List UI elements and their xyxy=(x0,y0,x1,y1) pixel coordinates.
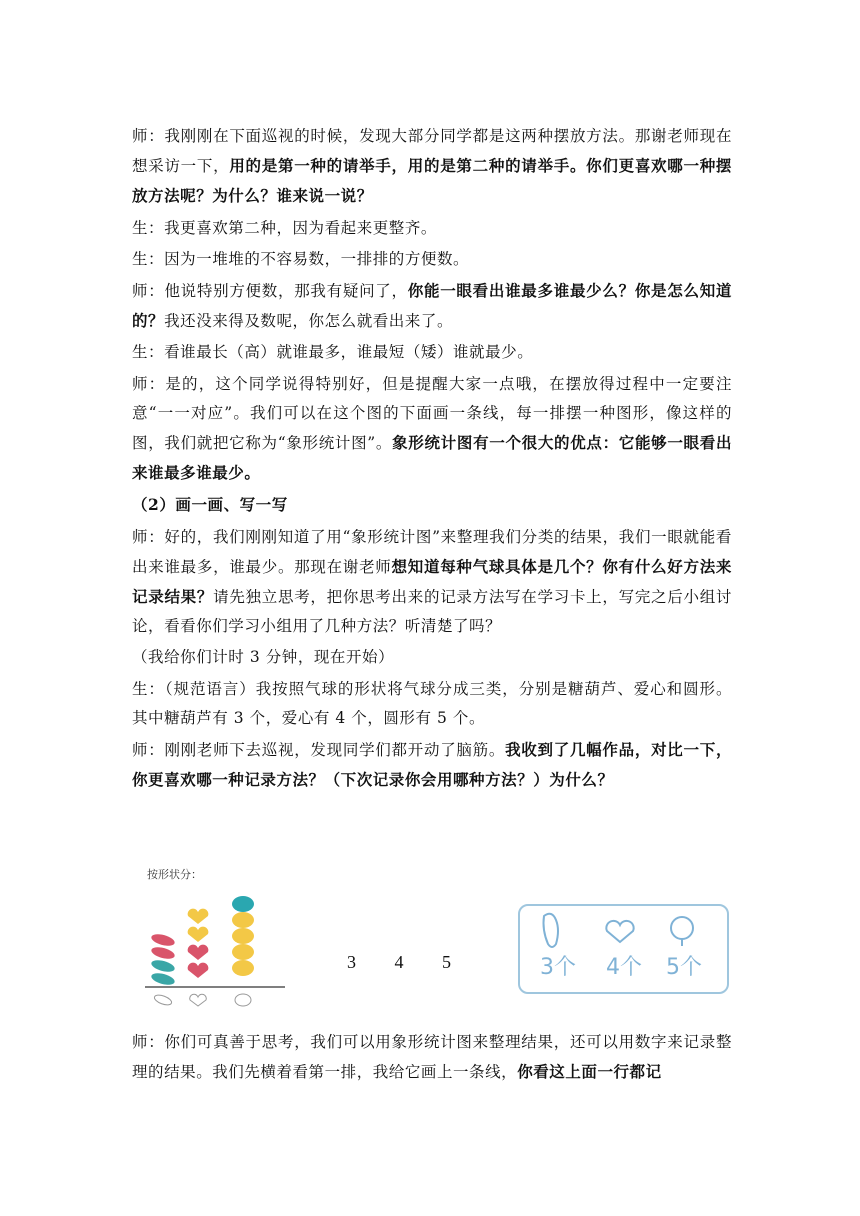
hand-label-candied-haw: 3个 xyxy=(540,955,576,980)
number-record xyxy=(347,952,485,973)
text: 师：刚刚老师下去巡视，发现同学们都开动了脑筋。 xyxy=(132,741,506,760)
bold-text: 你看这上面一行都记 xyxy=(517,1062,662,1082)
document-body xyxy=(132,122,732,797)
bold-text: （2）画一画、写一写 xyxy=(132,495,288,515)
text: 我还没来得及数呢，你怎么就看出来了。 xyxy=(164,312,454,331)
text: 生：我更喜欢第二种，因为看起来更整齐。 xyxy=(132,218,437,237)
body-paragraph xyxy=(132,643,732,672)
body-paragraph xyxy=(132,735,732,795)
number-candied-haw: 3 xyxy=(347,952,356,972)
text: 生：因为一堆堆的不容易数，一排排的方便数。 xyxy=(132,249,470,268)
pictograph-image xyxy=(135,860,295,1010)
candied-haw-column-icon xyxy=(150,932,176,987)
bold-text: 你能一眼看出谁最多谁最少么？你是怎么知道的？ xyxy=(132,281,732,331)
text: 请先独立思考，把你思考出来的记录方法写在学习卡上，写完之后小组讨论，看看你们学习小组用了几种方法？听清楚了吗？ xyxy=(132,588,732,636)
body-paragraph xyxy=(132,214,732,243)
text: 师：是的，这个同学说得特别好，但是提醒大家一点哦，在摆放得过程中一定要注意“一一对应”。我们可以在这个图的下面画一条线，每一排摆一种图形，像这样的图，我们就把它称为“象形统计图”。 xyxy=(132,374,732,453)
text: 生：（规范语言）我按照气球的形状将气球分成三类，分别是糖葫芦、爱心和圆形。其中糖葫芦有 3 个，爱心有 4 个，圆形有 5 个。 xyxy=(132,679,732,727)
document-body-continued xyxy=(132,1028,732,1089)
hand-label-heart: 4个 xyxy=(606,955,642,980)
body-paragraph xyxy=(132,370,732,489)
body-paragraph xyxy=(132,122,732,212)
text: 师：他说特别方便数，那我有疑问了， xyxy=(132,282,408,301)
body-paragraph xyxy=(132,523,732,642)
body-paragraph xyxy=(132,245,732,274)
body-paragraph xyxy=(132,338,732,367)
text: （我给你们计时 3 分钟，现在开始） xyxy=(132,648,395,667)
heart-column-icon xyxy=(188,909,209,978)
pictograph-drawing xyxy=(135,860,295,1010)
continued-paragraph xyxy=(132,1028,732,1087)
text: 师：你们可真善于思考，我们可以用象形统计图来整理结果，还可以用数字来记录整理的结果。我们先横着看第一排，我给它画上一条线， xyxy=(132,1033,732,1082)
body-paragraph xyxy=(132,276,732,336)
hand-label-circle: 5个 xyxy=(666,955,702,980)
text: 师：好的，我们刚刚知道了用“象形统计图”来整理我们分类的结果，我们一眼就能看出来谁最多，谁最少。那现在谢老师 xyxy=(132,527,732,576)
bold-text: 象形统计图有一个很大的优点：它能够一眼看出来谁最多谁最少。 xyxy=(132,433,732,483)
circle-column-icon xyxy=(232,896,254,976)
text: 生：看谁最长（高）就谁最多，谁最短（矮）谁就最少。 xyxy=(132,343,534,362)
figure-recording-methods xyxy=(135,860,735,1010)
body-paragraph xyxy=(132,675,732,733)
number-heart: 4 xyxy=(394,952,404,972)
pictograph-caption: 按形状分： xyxy=(147,868,202,881)
bold-text: 想知道每种气球具体是几个？你有什么好方法来记录结果？ xyxy=(132,556,732,607)
body-paragraph xyxy=(132,490,732,520)
number-circle: 5 xyxy=(442,952,451,972)
bold-text: 用的是第一种的请举手，用的是第二种的请举手。你们更喜欢哪一种摆放方法呢？为什么？谁来说一说？ xyxy=(132,156,732,206)
bold-text: 我收到了几幅作品，对比一下，你更喜欢哪一种记录方法？（下次记录你会用哪种方法？）为什么？ xyxy=(132,740,732,790)
hand-drawn-record xyxy=(518,904,729,994)
text: 师：我刚刚在下面巡视的时候，发现大部分同学都是这两种摆放方法。那谢老师现在想采访一下， xyxy=(132,127,732,176)
